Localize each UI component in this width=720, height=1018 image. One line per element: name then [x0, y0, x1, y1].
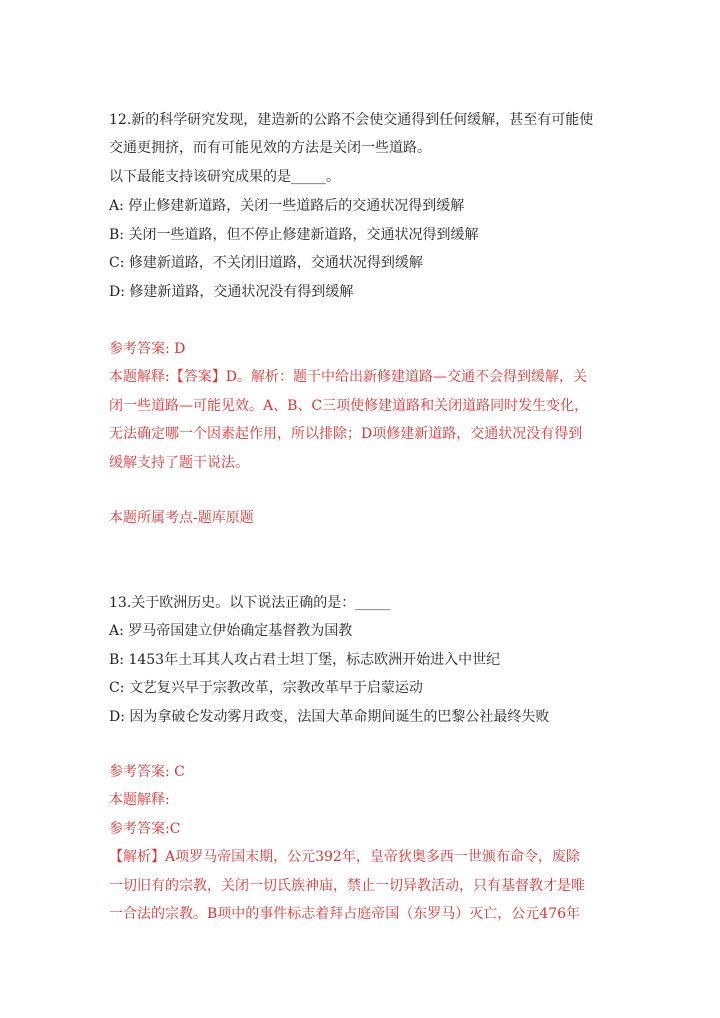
q12-stem-line2: 交通更拥挤，而有可能见效的方法是关闭一些道路。 — [109, 140, 431, 156]
q13-analysis-line1: 【解析】A项罗马帝国末期，公元392年，皇帝狄奥多西一世颁布命令，废除 — [109, 849, 580, 865]
q12-option-d: D: 修建新道路，交通状况没有得到缓解 — [109, 284, 354, 300]
q13-analysis-line2: 一切旧有的宗教，关闭一切氏族神庙，禁止一切异教活动，只有基督教才是唯 — [109, 878, 585, 894]
q12-explanation-line4: 缓解支持了题干说法。 — [109, 455, 249, 471]
q12-stem-line1: 12.新的科学研究发现，建造新的公路不会使交通得到任何缓解，甚至有可能使 — [109, 112, 594, 128]
q13-answer: 参考答案: C — [109, 764, 185, 780]
q13-option-d: D: 因为拿破仑发动雾月政变，法国大革命期间诞生的巴黎公社最终失败 — [109, 709, 550, 725]
q13-analysis-line3: 一合法的宗教。B项中的事件标志着拜占庭帝国（东罗马）灭亡，公元476年 — [109, 906, 581, 922]
q12-stem-line3: 以下最能支持该研究成果的是_____。 — [109, 169, 340, 185]
q13-option-c: C: 文艺复兴早于宗教改革，宗教改革早于启蒙运动 — [109, 680, 423, 696]
q12-explanation-line2: 闭一些道路—可能见效。A、B、C三项使修建道路和关闭道路同时发生变化， — [109, 398, 589, 414]
q12-option-c: C: 修建新道路，不关闭旧道路，交通状况得到缓解 — [109, 255, 423, 271]
q12-option-a: A: 停止修建新道路，关闭一些道路后的交通状况得到缓解 — [109, 198, 465, 214]
q12-explanation-line1: 本题解释:【答案】D。解析：题干中给出新修建道路—交通不会得到缓解，关 — [109, 369, 587, 385]
q12-answer: 参考答案: D — [109, 341, 186, 357]
q12-topic: 本题所属考点-题库原题 — [109, 510, 254, 526]
q13-stem: 13.关于欧洲历史。以下说法正确的是：_____ — [109, 595, 391, 611]
q13-option-b: B: 1453年土耳其人攻占君士坦丁堡，标志欧洲开始进入中世纪 — [109, 652, 501, 668]
q12-explanation-line3: 无法确定哪一个因素起作用，所以排除；D项修建新道路，交通状况没有得到 — [109, 426, 583, 442]
q13-option-a: A: 罗马帝国建立伊始确定基督教为国教 — [109, 623, 353, 639]
q13-explanation-label: 本题解释: — [109, 792, 170, 808]
q12-option-b: B: 关闭一些道路，但不停止修建新道路，交通状况得到缓解 — [109, 227, 479, 243]
q13-answer-repeat: 参考答案:C — [109, 821, 181, 837]
